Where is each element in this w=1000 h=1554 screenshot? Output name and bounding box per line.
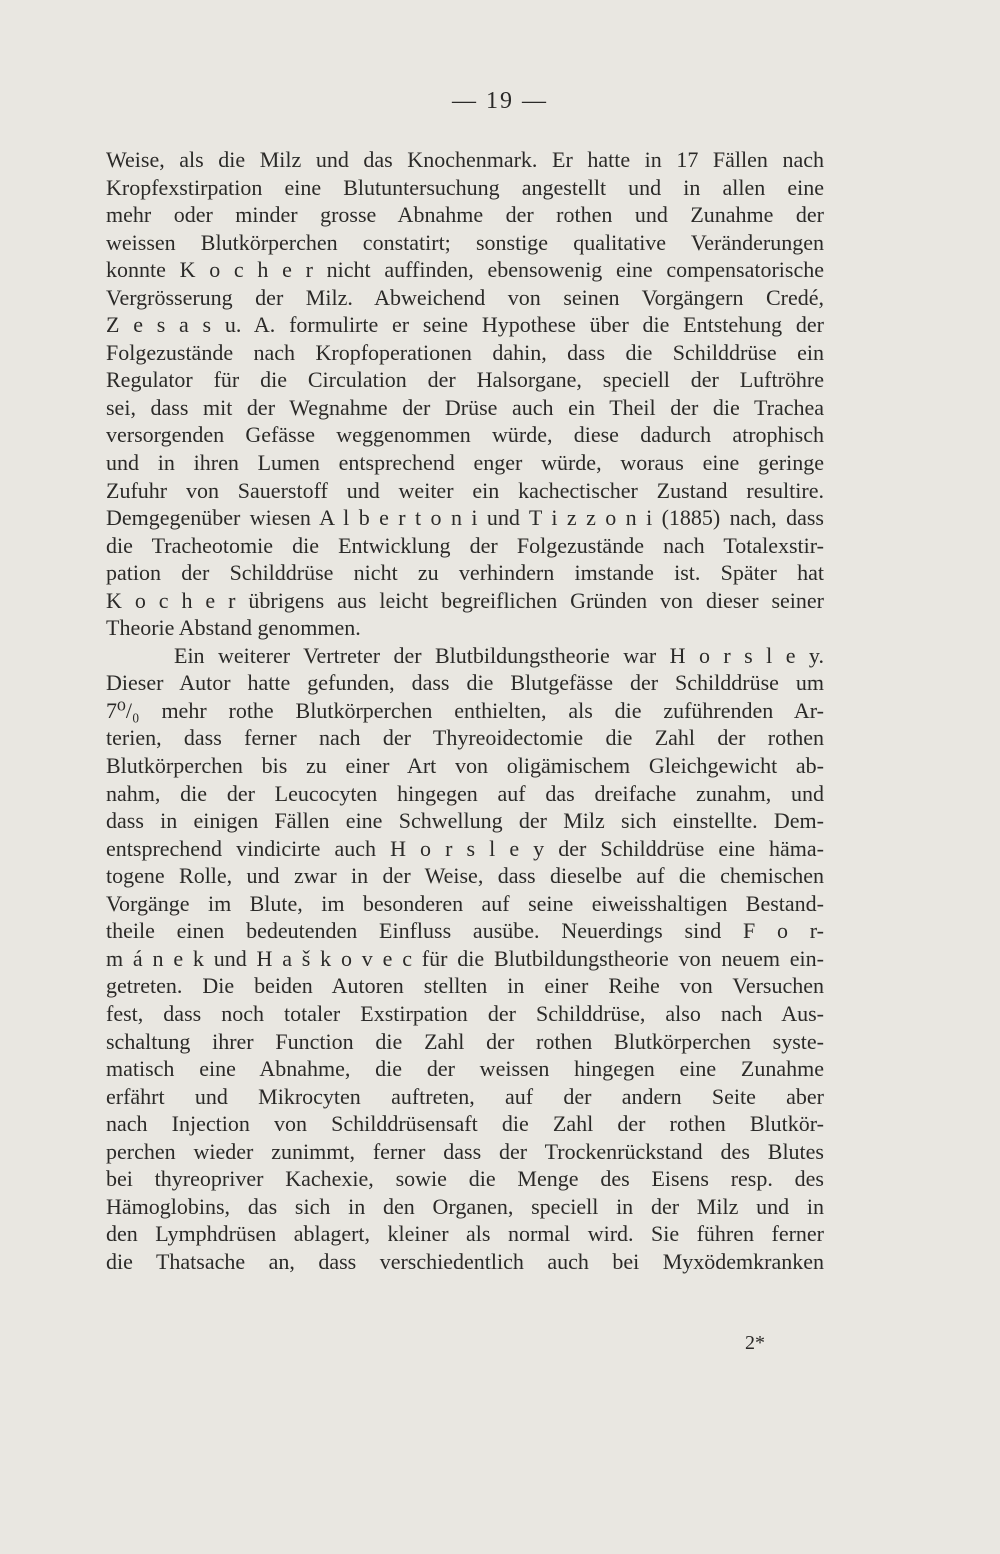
text-line: Dieser Autor hatte gefunden, dass die Blutgefässe der Schilddrüse um [106, 670, 824, 696]
text-line: und in ihren Lumen entsprechend enger würde, woraus eine geringe [106, 450, 824, 476]
text-line: Ein weiterer Vertreter der Blutbildungstheorie war H o r s l e y. [174, 642, 824, 668]
text-line: getreten. Die beiden Autoren stellten in einer Reihe von Versuchen [106, 973, 824, 999]
text-line: Kropfexstirpation eine Blutuntersuchung angestellt und in allen eine [106, 174, 824, 200]
text-line: Vorgänge im Blute, im besonderen auf seine eiweisshaltigen Bestand- [106, 890, 824, 916]
text-line: Theorie Abstand genommen. [106, 615, 361, 641]
text-line: mehr oder minder grosse Abnahme der rothen und Zunahme der [106, 202, 824, 228]
text-line: perchen wieder zunimmt, ferner dass der Trockenrückstand des Blutes [106, 1138, 824, 1164]
text-line: den Lymphdrüsen ablagert, kleiner als normal wird. Sie führen ferner [106, 1221, 824, 1247]
text-line: versorgenden Gefässe weggenommen würde, diese dadurch atrophisch [106, 422, 824, 448]
text-line: Demgegenüber wiesen A l b e r t o n i und T i z z o n i (1885) nach, dass [106, 505, 824, 531]
text-line: Hämoglobins, das sich in den Organen, speciell in der Milz und in [106, 1193, 824, 1219]
text-line: togene Rolle, und zwar in der Weise, dass dieselbe auf die chemischen [106, 863, 824, 889]
text-line: nahm, die der Leucocyten hingegen auf das dreifache zunahm, und [106, 780, 824, 806]
text-line: terien, dass ferner nach der Thyreoidectomie die Zahl der rothen [106, 725, 824, 751]
body-text [106, 146, 824, 1275]
text-line: 7⁰/₀ mehr rothe Blutkörperchen enthielten, als die zuführenden Ar- [106, 697, 824, 723]
text-line: entsprechend vindicirte auch H o r s l e y der Schilddrüse eine häma- [106, 835, 824, 861]
text-line: weissen Blutkörperchen constatirt; sonstige qualitative Veränderungen [106, 229, 824, 255]
text-line: bei thyreopriver Kachexie, sowie die Menge des Eisens resp. des [106, 1166, 824, 1192]
text-line: pation der Schilddrüse nicht zu verhindern imstande ist. Später hat [106, 560, 824, 586]
text-line: Regulator für die Circulation der Halsorgane, speciell der Luftröhre [106, 367, 824, 393]
text-line: schaltung ihrer Function die Zahl der rothen Blutkörperchen syste- [106, 1028, 824, 1054]
text-line: Zufuhr von Sauerstoff und weiter ein kachectischer Zustand resultire. [106, 477, 824, 503]
text-line: Vergrösserung der Milz. Abweichend von seinen Vorgängern Credé, [106, 284, 824, 310]
signature-mark: 2* [745, 1332, 765, 1354]
text-line: sei, dass mit der Wegnahme der Drüse auch ein Theil der die Trachea [106, 394, 824, 420]
text-line: Blutkörperchen bis zu einer Art von oligämischem Gleichgewicht ab- [106, 753, 824, 779]
text-line: die Thatsache an, dass verschiedentlich auch bei Myxödemkranken [106, 1248, 824, 1274]
text-line: erfährt und Mikrocyten auftreten, auf der andern Seite aber [106, 1083, 824, 1109]
text-line: nach Injection von Schilddrüsensaft die Zahl der rothen Blutkör- [106, 1111, 824, 1137]
page-number-header: — 19 — [452, 88, 548, 114]
text-line: fest, dass noch totaler Exstirpation der Schilddrüse, also nach Aus- [106, 1000, 824, 1026]
text-line: die Tracheotomie die Entwicklung der Folgezustände nach Totalexstir- [106, 532, 824, 558]
text-line: matisch eine Abnahme, die der weissen hingegen eine Zunahme [106, 1056, 824, 1082]
text-line: dass in einigen Fällen eine Schwellung der Milz sich einstellte. Dem- [106, 808, 824, 834]
text-line: K o c h e r übrigens aus leicht begreiflichen Gründen von dieser seiner [106, 587, 824, 613]
text-line: m á n e k und H a š k o v e c für die Blutbildungstheorie von neuem ein- [106, 945, 824, 971]
text-line: konnte K o c h e r nicht auffinden, ebensowenig eine compensatorische [106, 257, 824, 283]
text-line: Weise, als die Milz und das Knochenmark. Er hatte in 17 Fällen nach [106, 147, 824, 172]
text-line: Z e s a s u. A. formulirte er seine Hypothese über die Entstehung der [106, 312, 824, 338]
text-line: theile einen bedeutenden Einfluss ausübe. Neuerdings sind F o r- [106, 918, 824, 944]
text-line: Folgezustände nach Kropfoperationen dahin, dass die Schilddrüse ein [106, 339, 824, 365]
